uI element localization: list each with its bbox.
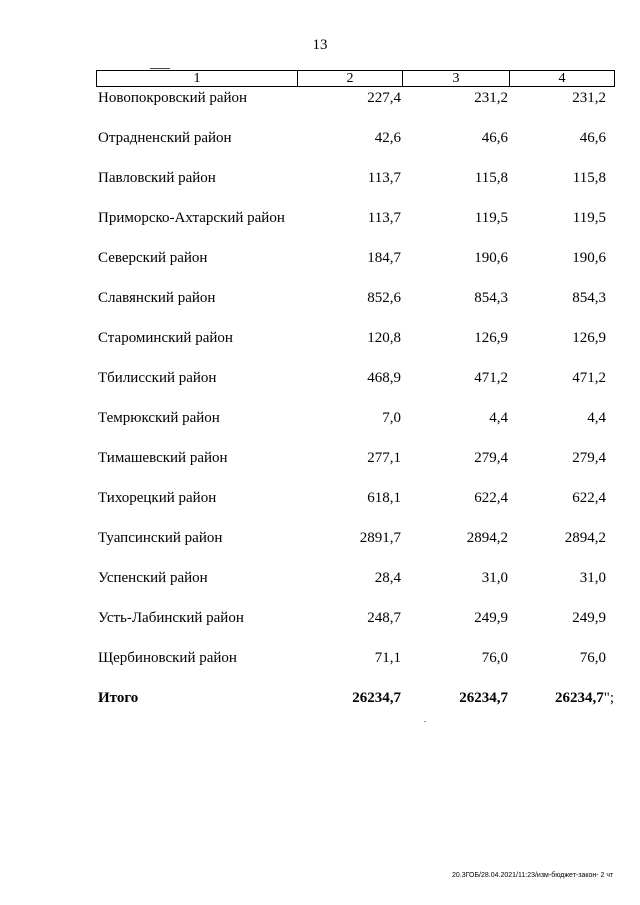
table-row <box>96 608 616 648</box>
table-row <box>96 328 616 368</box>
table-row <box>96 208 616 248</box>
table-row <box>96 288 616 328</box>
value-col-4: 4,4 <box>587 410 606 426</box>
table-row <box>96 368 616 408</box>
district-name: Туапсинский район <box>98 530 223 546</box>
value-col-3: 190,6 <box>474 250 508 266</box>
value-col-2: 7,0 <box>382 410 401 426</box>
total-col-3: 26234,7 <box>459 690 508 706</box>
value-col-4: 115,8 <box>572 170 606 186</box>
district-name: Отрадненский район <box>98 130 232 146</box>
total-row <box>96 688 616 728</box>
value-col-3: 31,0 <box>481 570 508 586</box>
value-col-4: 119,5 <box>572 210 606 226</box>
value-col-3: 126,9 <box>474 330 508 346</box>
table-row <box>96 568 616 608</box>
value-col-4: 31,0 <box>579 570 606 586</box>
header-col-1: 1 <box>97 71 298 86</box>
district-name: Приморско-Ахтарский район <box>98 210 285 226</box>
table-row <box>96 488 616 528</box>
district-name: Павловский район <box>98 170 216 186</box>
district-name: Успенский район <box>98 570 208 586</box>
value-col-3: 2894,2 <box>466 530 508 546</box>
district-name: Усть-Лабинский район <box>98 610 244 626</box>
value-col-3: 279,4 <box>474 450 508 466</box>
table-row <box>96 248 616 288</box>
value-col-3: 4,4 <box>489 410 508 426</box>
value-col-2: 113,7 <box>367 170 401 186</box>
total-label: Итого <box>98 690 139 706</box>
value-col-3: 249,9 <box>474 610 508 626</box>
table-row <box>96 648 616 688</box>
district-name: Славянский район <box>98 290 216 306</box>
total-suffix: "; <box>603 690 614 706</box>
value-col-4: 471,2 <box>572 370 606 386</box>
value-col-2: 184,7 <box>367 250 401 266</box>
value-col-2: 277,1 <box>367 450 401 466</box>
table-row <box>96 408 616 448</box>
value-col-2: 71,1 <box>374 650 401 666</box>
value-col-4: 76,0 <box>579 650 606 666</box>
district-name: Тбилисский район <box>98 370 217 386</box>
value-col-3: 115,8 <box>474 170 508 186</box>
total-col-4-wrap <box>555 690 614 707</box>
value-col-4: 2894,2 <box>564 530 606 546</box>
value-col-2: 42,6 <box>374 130 401 146</box>
district-name: Новопокровский район <box>98 90 248 106</box>
table-row <box>96 168 616 208</box>
value-col-3: 119,5 <box>474 210 508 226</box>
value-col-4: 249,9 <box>572 610 606 626</box>
value-col-2: 227,4 <box>367 90 401 106</box>
value-col-4: 126,9 <box>572 330 606 346</box>
district-name: Тихорецкий район <box>98 490 217 506</box>
header-tick <box>150 68 170 69</box>
page-number: 13 <box>312 37 328 53</box>
value-col-2: 248,7 <box>367 610 401 626</box>
total-col-4: 26234,7 <box>554 690 604 706</box>
district-name: Темрюкский район <box>98 410 220 426</box>
total-col-2: 26234,7 <box>352 690 401 706</box>
value-col-2: 618,1 <box>367 490 401 506</box>
value-col-2: 120,8 <box>367 330 401 346</box>
table-row <box>96 128 616 168</box>
value-col-2: 113,7 <box>367 210 401 226</box>
value-col-2: 852,6 <box>367 290 401 306</box>
district-name: Староминский район <box>98 330 233 346</box>
value-col-4: 854,3 <box>572 290 606 306</box>
value-col-4: 46,6 <box>579 130 606 146</box>
table-row <box>96 528 616 568</box>
value-col-3: 231,2 <box>474 90 508 106</box>
district-name: Северский район <box>98 250 208 266</box>
value-col-3: 46,6 <box>481 130 508 146</box>
value-col-4: 279,4 <box>572 450 606 466</box>
table-row <box>96 448 616 488</box>
value-col-3: 76,0 <box>481 650 508 666</box>
value-col-3: 622,4 <box>474 490 508 506</box>
value-col-4: 231,2 <box>572 90 606 106</box>
value-col-2: 28,4 <box>374 570 401 586</box>
header-col-3: 3 <box>403 71 510 86</box>
value-col-3: 471,2 <box>474 370 508 386</box>
district-name: Тимашевский район <box>98 450 228 466</box>
table-body <box>96 88 616 728</box>
header-col-2: 2 <box>298 71 403 86</box>
footer-stamp: 20.3ГОБ/28.04.2021/11:23/изм-бюджет-закон- 2 чт <box>452 872 614 879</box>
value-col-4: 190,6 <box>572 250 606 266</box>
value-col-2: 2891,7 <box>359 530 401 546</box>
header-col-4: 4 <box>558 71 566 86</box>
table-header <box>96 70 615 87</box>
value-col-2: 468,9 <box>367 370 401 386</box>
district-name: Щербиновский район <box>98 650 237 666</box>
value-col-3: 854,3 <box>474 290 508 306</box>
scan-speck <box>424 721 426 722</box>
value-col-4: 622,4 <box>572 490 606 506</box>
table-row <box>96 88 616 128</box>
